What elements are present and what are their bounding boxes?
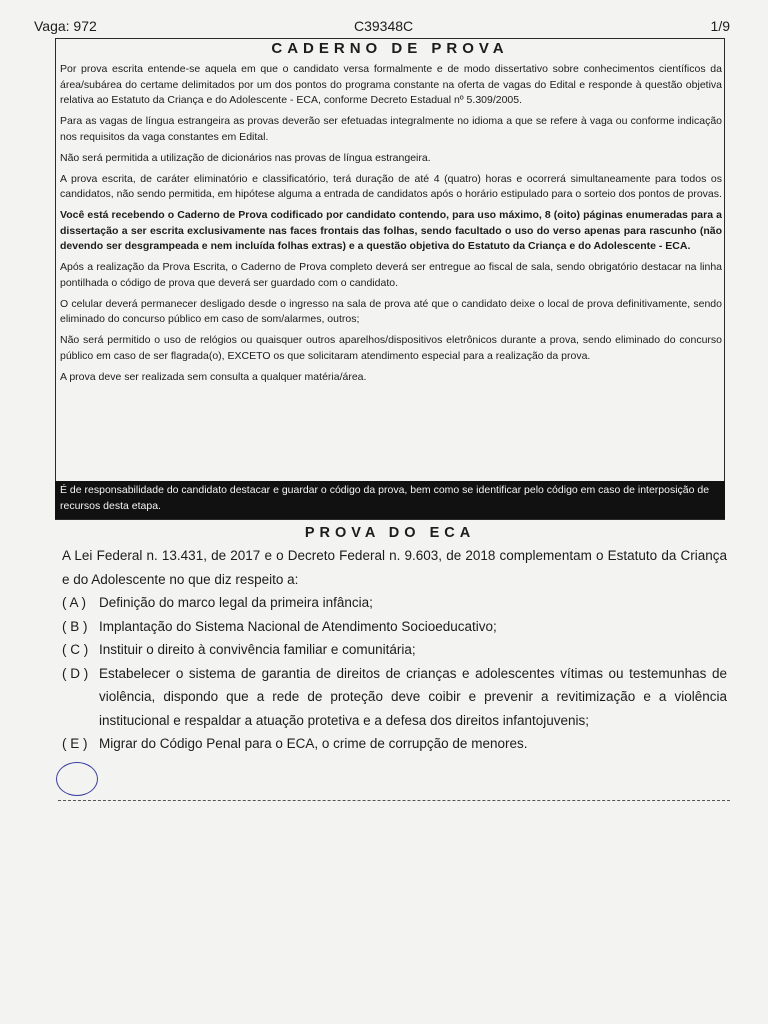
option-c[interactable] bbox=[62, 638, 727, 662]
option-b[interactable] bbox=[62, 615, 727, 639]
option-letter: ( D ) bbox=[62, 665, 89, 681]
instruction-paragraph: A prova escrita, de caráter eliminatório e classificatório, terá duração de até 4 (quatro) horas e ocorrerá simultaneamente para todos os candidatos, não sendo permitida, em hipótese alguma a entrada de candidatos após o horário estipulado para o sorteio dos pontos de provas. bbox=[60, 172, 722, 200]
option-text: Implantação do Sistema Nacional de Atendimento Socioeducativo; bbox=[99, 618, 497, 634]
question-block bbox=[62, 544, 727, 756]
instruction-paragraph: Após a realização da Prova Escrita, o Caderno de Prova completo deverá ser entregue ao fiscal de sala, sendo obrigatório destacar na linha pontilhada o código de prova que deverá ser guardado com o candidato. bbox=[60, 261, 722, 289]
vaga-number: Vaga: 972 bbox=[34, 18, 97, 34]
instructions-text bbox=[60, 62, 722, 391]
instruction-paragraph: Para as vagas de língua estrangeira as provas deverão ser efetuadas integralmente no idioma a que se refere à vaga ou conforme indicação nos requisitos da vaga constantes em Edital. bbox=[60, 115, 722, 143]
caderno-title: CADERNO DE PROVA bbox=[271, 40, 509, 57]
option-letter: ( E ) bbox=[62, 736, 88, 751]
option-text: Migrar do Código Penal para o ECA, o crime de corrupção de menores. bbox=[99, 736, 528, 751]
option-a[interactable] bbox=[62, 591, 727, 615]
option-text: Definição do marco legal da primeira infância; bbox=[99, 595, 373, 610]
option-letter: ( C ) bbox=[62, 642, 89, 657]
option-text: Estabelecer o sistema de garantia de direitos de crianças e adolescentes vítimas ou testemunhas de violência, dispondo que a rede de proteção deve coibir e prevenir a revitimização e a violência institucional e respaldar a atuação protetiva e a defesa dos direitos infantojuvenis; bbox=[99, 665, 727, 728]
exam-code: C39348C bbox=[354, 18, 414, 34]
instruction-paragraph: A prova deve ser realizada sem consulta a qualquer matéria/área. bbox=[60, 370, 367, 383]
page-header bbox=[30, 18, 730, 38]
handwritten-answer-circle bbox=[56, 762, 98, 796]
instruction-paragraph: Não será permitida a utilização de dicionários nas provas de língua estrangeira. bbox=[60, 151, 431, 164]
prova-title: PROVA DO ECA bbox=[304, 525, 476, 541]
option-d[interactable] bbox=[62, 662, 727, 733]
option-text: Instituir o direito à convivência familiar e comunitária; bbox=[99, 642, 416, 657]
option-e[interactable] bbox=[62, 732, 727, 756]
instruction-paragraph: O celular deverá permanecer desligado desde o ingresso na sala de prova até que o candidato deixe o local de prova definitivamente, sendo eliminado do concurso público em caso de som/alarmes, outros; bbox=[60, 297, 722, 325]
perforation-dotted-line bbox=[58, 800, 730, 801]
option-letter: ( A ) bbox=[62, 595, 87, 610]
instruction-paragraph-bold: Você está recebendo o Caderno de Prova codificado por candidato contendo, para uso máximo, 8 (oito) páginas enumeradas para a dissertação a ser escrita exclusivamente nas faces frontais das folhas, sendo facultado o uso do verso apenas para rascunho (não devendo ser desgrampeada e nem incluída folhas extras) e a questão objetiva do Estatuto da Criança e do Adolescente - ECA. bbox=[60, 209, 722, 252]
question-text: A Lei Federal n. 13.431, de 2017 e o Decreto Federal n. 9.603, de 2018 complementam o Estatuto da Criança e do Adolescente no que diz respeito a: bbox=[62, 548, 727, 587]
option-letter: ( B ) bbox=[62, 618, 88, 634]
instruction-paragraph: Por prova escrita entende-se aquela em que o candidato versa formalmente e de modo dissertativo sobre conhecimentos científicos da área/subárea do certame delimitados por um dos pontos do programa constante na oferta de vagas do Edital e responde à questão objetiva relativa ao Estatuto da Criança e do Adolescente - ECA, conforme Decreto Estadual nº 5.309/2005. bbox=[60, 63, 722, 106]
instruction-paragraph: Não será permitido o uso de relógios ou quaisquer outros aparelhos/dispositivos eletrônicos durante a prova, sendo eliminado do concurso público em caso de ser flagrada(o), EXCETO os que solicitaram atendimento especial para a realização da prova. bbox=[60, 334, 722, 362]
page-number: 1/9 bbox=[710, 18, 730, 34]
responsibility-notice: É de responsabilidade do candidato destacar e guardar o código da prova, bem como se identificar pelo código em caso de interposição de recursos desta etapa. bbox=[55, 481, 725, 519]
